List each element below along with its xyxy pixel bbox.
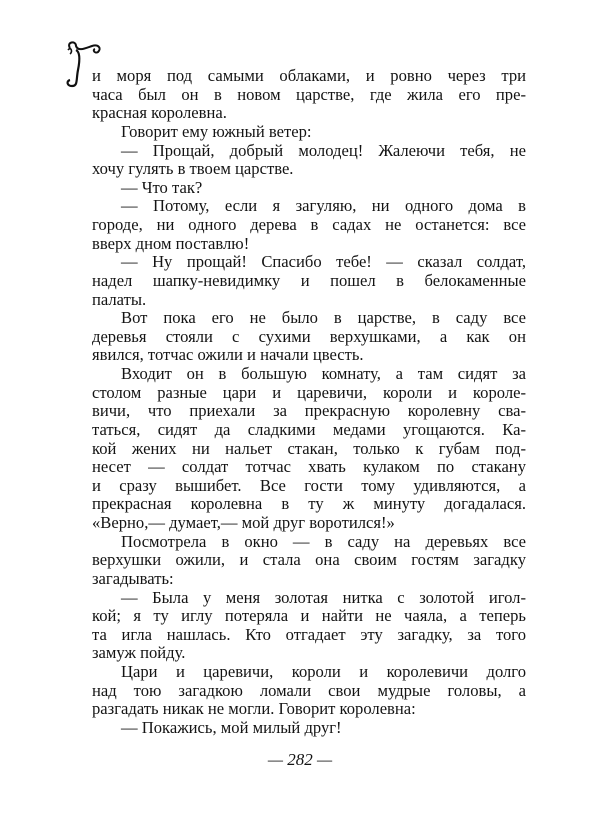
paragraph xyxy=(92,533,526,589)
text-line: хочу гулять в твоем царстве. xyxy=(92,159,294,179)
text-line: кой жених ни нальет стакан, только к губам под- xyxy=(92,438,526,458)
text-line: Цари и царевичи, короли и королевичи долго xyxy=(121,662,526,681)
text-line: — Прощай, добрый молодец! Жалеючи тебя, не xyxy=(121,140,526,160)
text-line: над тою загадкою ломали свои мудрые головы, а xyxy=(92,680,526,700)
paragraph xyxy=(92,67,526,123)
paragraph xyxy=(92,719,526,738)
text-line: городе, ни одного дерева в садах не останется: все xyxy=(92,215,526,234)
text-line: вверх дном поставлю! xyxy=(92,233,250,253)
text-line: — Ну прощай! Спасибо тебе! — сказал солдат, xyxy=(121,252,526,272)
paragraph xyxy=(92,309,526,365)
text-line: Посмотрела в окно — в саду на деревьях все xyxy=(121,531,526,551)
text-line: Входит он в большую комнату, а там сидят за xyxy=(121,364,526,383)
text-line: — Покажись, мой милый друг! xyxy=(121,717,342,737)
text-line: замуж пойду. xyxy=(92,643,186,663)
paragraph xyxy=(92,589,526,664)
paragraph xyxy=(92,123,526,142)
text-line: загадывать: xyxy=(92,568,174,588)
text-line: прекрасная королевна в ту ж минуту догадалася. xyxy=(92,494,526,514)
paragraph xyxy=(92,365,526,533)
text-line: несет — солдат тотчас хвать кулаком по стакану xyxy=(92,457,526,477)
text-line: — Была у меня золотая нитка с золотой игол- xyxy=(121,587,526,607)
text-line: та игла нашлась. Кто отгадает эту загадку, за того xyxy=(92,624,526,644)
text-line: надел шапку-невидимку и пошел в белокаменные xyxy=(92,270,526,290)
paragraph xyxy=(92,253,526,309)
text-line: вичи, что приехали за прекрасную королевну сва- xyxy=(92,401,526,421)
paragraph xyxy=(92,197,526,253)
text-line: — Потому, если я загуляю, ни одного дома в xyxy=(121,196,526,216)
text-line: разгадать никак не могли. Говорит королевна: xyxy=(92,699,416,719)
paragraph xyxy=(92,142,526,179)
text-line: «Верно,— думает,— мой друг воротился!» xyxy=(92,513,395,532)
text-line: Говорит ему южный ветер: xyxy=(121,121,312,141)
text-line: палаты. xyxy=(92,289,147,309)
text-line: и сразу вышибет. Все гости тому удивляются, а xyxy=(92,475,526,495)
text-line: таться, сидят да сладкими медами угощаются. Ка- xyxy=(92,419,526,439)
text-line: красная королевна. xyxy=(92,103,227,123)
text-line: — Что так? xyxy=(121,177,203,197)
text-line: столом разные цари и царевичи, короли и короле- xyxy=(92,382,526,402)
text-line: кой; я ту иглу потеряла и найти не чаяла, а теперь xyxy=(92,606,526,626)
paragraph xyxy=(92,663,526,719)
text-line: и моря под самыми облаками, и ровно через три xyxy=(92,66,526,85)
text-line: верхушки ожили, и стала она своим гостям загадку xyxy=(92,550,526,570)
page-number: — 282 — xyxy=(267,750,333,769)
text-line: часа был он в новом царстве, где жила его пре- xyxy=(92,84,526,104)
page-text xyxy=(92,67,526,738)
paragraph xyxy=(92,179,526,198)
text-line: явился, тотчас ожили и начали цвесть. xyxy=(92,345,364,365)
text-line: деревья стояли с сухими верхушками, а как он xyxy=(92,326,526,346)
text-line: Вот пока его не было в царстве, в саду все xyxy=(121,308,526,328)
